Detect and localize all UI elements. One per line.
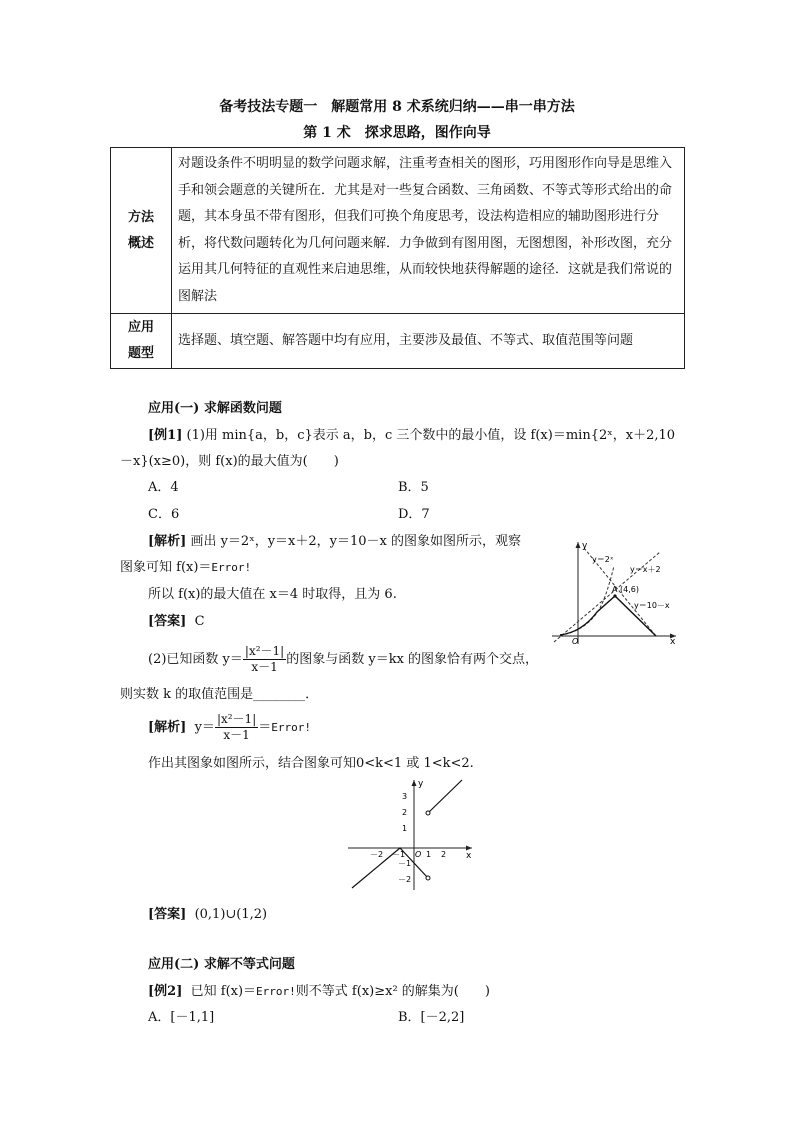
x-tick-2: 2 (441, 850, 447, 859)
graph2-origin: O (415, 850, 422, 859)
fraction: $\frac{\text{|x²－1|}}{x-1}$ (244, 644, 285, 674)
y-tick-3: 3 (402, 792, 408, 801)
label-point-a: A (4,6) (612, 585, 639, 594)
method-overview-label: 方法 概述 (111, 148, 172, 314)
y-tick-neg2: －2 (398, 875, 412, 884)
y-axis-arrow (412, 780, 417, 786)
graph1-x-label: x (670, 637, 676, 646)
y-tick-1: 1 (402, 824, 408, 833)
method-overview-row (111, 148, 685, 314)
x-tick-neg1: －1 (392, 850, 406, 859)
label-x-plus-2: y＝x＋2 (630, 565, 661, 574)
answer-2: [答案] (0,1)∪(1,2) (148, 907, 268, 922)
application-types-row (111, 314, 685, 369)
section-heading-2: 应用(二) 求解不等式问题 (148, 957, 295, 972)
application-types-label: 应用 题型 (111, 314, 172, 369)
choice-b: B．5 (398, 480, 429, 495)
section-heading-1: 应用(一) 求解函数问题 (148, 401, 282, 416)
label-2-pow-x: y＝2ˣ (592, 555, 614, 564)
example-1-line-2: －x}(x≥0)，则 f(x)的最大值为( ) (120, 454, 339, 469)
example-1-line-1: [例1] (1)用 min{a，b，c}表示 a，b，c 三个数中的最小值，设 f(x)＝min{2ˣ，x＋2,10 (148, 428, 676, 443)
method-table (110, 147, 685, 369)
application-types-text: 选择题、填空题、解答题中均有应用，主要涉及最值、不等式、取值范围等问题 (172, 314, 685, 369)
choice-a: A．4 (148, 480, 179, 495)
y-tick-neg1: －1 (398, 859, 412, 868)
solution-1-line-3: 所以 f(x)的最大值在 x＝4 时取得，且为 6. (148, 587, 397, 602)
graph2-y-label: y (418, 779, 424, 789)
method-overview-text: 对题设条件不明明显的数学问题求解，注重考查相关的图形，巧用图形作向导是思维入手和领会题意的关键所在．尤其是对一些复合函数、三角函数、不等式等形式给出的命题，其本身虽不带有图形，但我们可换个角度思考，设法构造相应的辅助图形进行分析，将代数问题转化为几何问题来解．力争做到有图用图，无图想图，补形改图，充分运用其几何特征的直观性来启迪思维，从而较快地获得解题的途径．这就是我们常说的图解法 (172, 148, 685, 314)
answer-1: [答案] C (148, 614, 205, 629)
solution-2-line-1: [解析] y＝ $\frac{\text{|x²－1|}}{x-1}$ ＝Error! (148, 712, 312, 742)
x-tick-neg2: －2 (370, 850, 384, 859)
open-point-1-2 (426, 811, 430, 815)
choice-c: C．6 (148, 507, 180, 522)
document-title: 备考技法专题一 解题常用 8 术系统归纳——串一串方法 (219, 99, 575, 115)
y-tick-2: 2 (402, 808, 408, 817)
y-axis-arrow (576, 542, 581, 548)
graph1-y-label: y (582, 541, 588, 551)
x-axis-arrow (466, 846, 472, 851)
example-2-choice-b: B．[－2,2] (398, 1010, 465, 1025)
label-10-minus-x: y＝10－x (634, 601, 670, 610)
choice-d: D．7 (398, 507, 430, 522)
graph1-origin: O (572, 637, 579, 646)
curve-2-pow-x (560, 566, 614, 635)
document-subtitle: 第 1 术 探求思路，图作向导 (303, 125, 491, 141)
example-1-part-2-line-1: (2)已知函数 y＝ $\frac{\text{|x²－1|}}{x-1}$ 的图象与函数 y＝kx 的图象恰有两个交点， (148, 644, 539, 674)
example-2-choice-a: A．[－1,1] (148, 1010, 215, 1025)
solution-2-line-2: 作出其图象如图所示，结合图象可知0<k<1 或 1<k<2. (148, 756, 474, 771)
open-point-1-neg2 (426, 876, 430, 880)
branch-right (428, 780, 462, 813)
graph-abs-function (344, 776, 476, 892)
fraction-2: $\frac{\text{|x²－1|}}{x-1}$ (216, 712, 257, 742)
graph-min-function (548, 538, 683, 646)
solution-1-line-1: [解析] 画出 y＝2ˣ，y＝x＋2，y＝10－x 的图象如图所示，观察 (148, 534, 522, 549)
point-a (613, 594, 616, 597)
x-tick-1: 1 (426, 850, 432, 859)
graph2-x-label: x (466, 851, 472, 861)
solution-1-line-2: 图象可知 f(x)＝Error! (120, 560, 252, 575)
example-2-line: [例2] 已知 f(x)＝Error!则不等式 f(x)≥x² 的解集为( ) (148, 984, 490, 999)
example-1-part-2-line-2: 则实数 k 的取值范围是________． (120, 687, 319, 702)
